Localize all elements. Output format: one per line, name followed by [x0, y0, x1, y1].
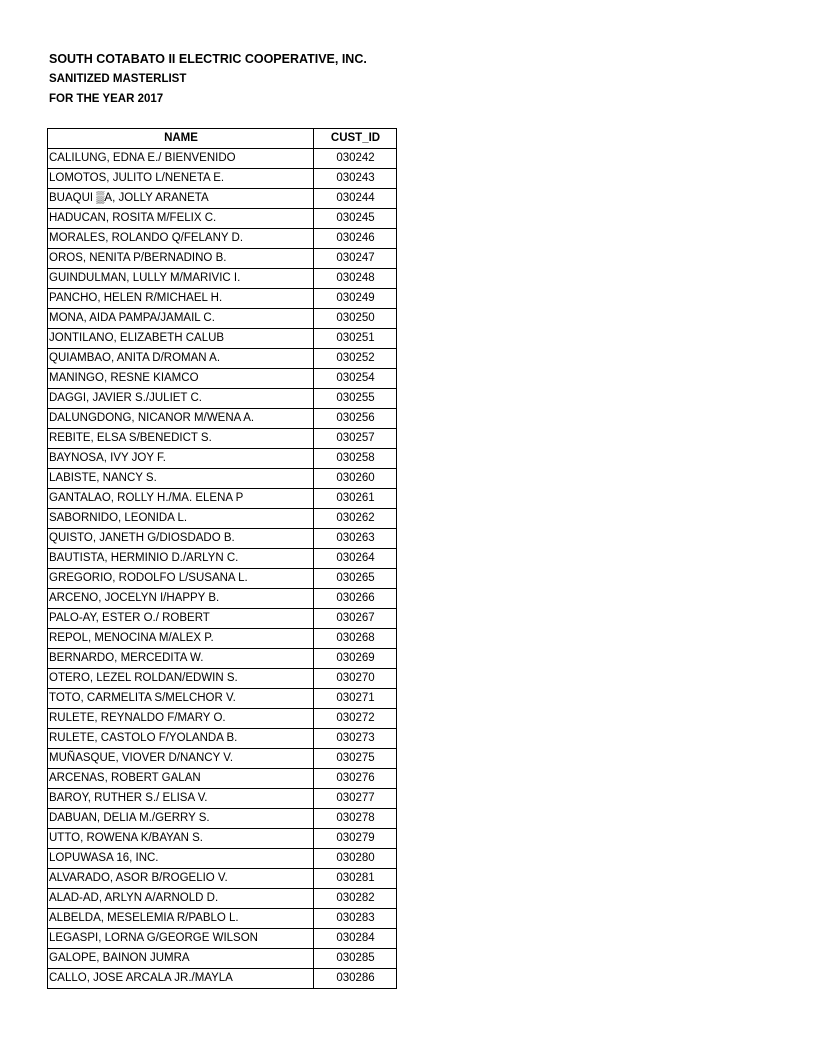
- customer-id-cell: 030244: [314, 189, 397, 209]
- customer-id-cell: 030242: [314, 149, 397, 169]
- table-row: [48, 309, 397, 329]
- customer-name-cell: ARCENAS, ROBERT GALAN: [48, 769, 314, 789]
- customer-id-cell: 030249: [314, 289, 397, 309]
- customer-name-cell: GALOPE, BAINON JUMRA: [48, 949, 314, 969]
- customer-name-cell: ALBELDA, MESELEMIA R/PABLO L.: [48, 909, 314, 929]
- customer-id-cell: 030267: [314, 609, 397, 629]
- table-row: [48, 369, 397, 389]
- table-row: [48, 869, 397, 889]
- customer-name-cell: DABUAN, DELIA M./GERRY S.: [48, 809, 314, 829]
- customer-id-cell: 030260: [314, 469, 397, 489]
- customer-id-cell: 030284: [314, 929, 397, 949]
- customer-name-cell: GREGORIO, RODOLFO L/SUSANA L.: [48, 569, 314, 589]
- masterlist-table: [47, 128, 397, 989]
- customer-name-cell: LEGASPI, LORNA G/GEORGE WILSON: [48, 929, 314, 949]
- customer-name-cell: TOTO, CARMELITA S/MELCHOR V.: [48, 689, 314, 709]
- customer-id-cell: 030245: [314, 209, 397, 229]
- table-row: [48, 929, 397, 949]
- customer-name-cell: LOMOTOS, JULITO L/NENETA E.: [48, 169, 314, 189]
- customer-name-cell: GUINDULMAN, LULLY M/MARIVIC I.: [48, 269, 314, 289]
- customer-id-cell: 030276: [314, 769, 397, 789]
- customer-name-cell: QUISTO, JANETH G/DIOSDADO B.: [48, 529, 314, 549]
- table-row: [48, 389, 397, 409]
- table-row: [48, 829, 397, 849]
- customer-name-cell: BERNARDO, MERCEDITA W.: [48, 649, 314, 669]
- customer-id-cell: 030281: [314, 869, 397, 889]
- customer-name-cell: ARCENO, JOCELYN I/HAPPY B.: [48, 589, 314, 609]
- customer-name-cell: BAUTISTA, HERMINIO D./ARLYN C.: [48, 549, 314, 569]
- table-row: [48, 889, 397, 909]
- customer-id-cell: 030277: [314, 789, 397, 809]
- customer-name-cell: ALVARADO, ASOR B/ROGELIO V.: [48, 869, 314, 889]
- customer-id-cell: 030246: [314, 229, 397, 249]
- customer-name-cell: HADUCAN, ROSITA M/FELIX C.: [48, 209, 314, 229]
- table-row: [48, 549, 397, 569]
- document-subtitle: SANITIZED MASTERLIST: [49, 73, 187, 85]
- customer-name-cell: BUAQUI ▒A, JOLLY ARANETA: [48, 189, 314, 209]
- table-row: [48, 169, 397, 189]
- customer-id-cell: 030255: [314, 389, 397, 409]
- customer-id-cell: 030261: [314, 489, 397, 509]
- table-row: [48, 749, 397, 769]
- table-row: [48, 589, 397, 609]
- customer-id-cell: 030265: [314, 569, 397, 589]
- customer-id-cell: 030283: [314, 909, 397, 929]
- customer-id-cell: 030256: [314, 409, 397, 429]
- customer-id-cell: 030250: [314, 309, 397, 329]
- table-row: [48, 249, 397, 269]
- customer-name-cell: DAGGI, JAVIER S./JULIET C.: [48, 389, 314, 409]
- customer-id-cell: 030243: [314, 169, 397, 189]
- customer-name-cell: ALAD-AD, ARLYN A/ARNOLD D.: [48, 889, 314, 909]
- customer-id-cell: 030279: [314, 829, 397, 849]
- customer-id-cell: 030263: [314, 529, 397, 549]
- customer-id-cell: 030258: [314, 449, 397, 469]
- table-row: [48, 629, 397, 649]
- customer-id-cell: 030271: [314, 689, 397, 709]
- customer-id-cell: 030248: [314, 269, 397, 289]
- table-row: [48, 729, 397, 749]
- customer-name-cell: GANTALAO, ROLLY H./MA. ELENA P: [48, 489, 314, 509]
- table-row: [48, 409, 397, 429]
- customer-name-cell: REBITE, ELSA S/BENEDICT S.: [48, 429, 314, 449]
- customer-id-cell: 030262: [314, 509, 397, 529]
- table-row: [48, 229, 397, 249]
- table-row: [48, 969, 397, 989]
- customer-name-cell: MUÑASQUE, VIOVER D/NANCY V.: [48, 749, 314, 769]
- customer-id-cell: 030247: [314, 249, 397, 269]
- customer-name-cell: SABORNIDO, LEONIDA L.: [48, 509, 314, 529]
- customer-name-cell: CALILUNG, EDNA E./ BIENVENIDO: [48, 149, 314, 169]
- table-row: [48, 709, 397, 729]
- table-row: [48, 809, 397, 829]
- customer-id-cell: 030257: [314, 429, 397, 449]
- table-row: [48, 349, 397, 369]
- customer-id-cell: 030252: [314, 349, 397, 369]
- customer-name-cell: RULETE, CASTOLO F/YOLANDA B.: [48, 729, 314, 749]
- customer-name-cell: OTERO, LEZEL ROLDAN/EDWIN S.: [48, 669, 314, 689]
- table-row: [48, 649, 397, 669]
- customer-name-cell: UTTO, ROWENA K/BAYAN S.: [48, 829, 314, 849]
- customer-id-cell: 030270: [314, 669, 397, 689]
- table-row: [48, 469, 397, 489]
- table-row: [48, 509, 397, 529]
- customer-name-cell: PALO-AY, ESTER O./ ROBERT: [48, 609, 314, 629]
- customer-id-cell: 030264: [314, 549, 397, 569]
- customer-name-cell: LABISTE, NANCY S.: [48, 469, 314, 489]
- document-period: FOR THE YEAR 2017: [49, 93, 164, 105]
- customer-name-cell: REPOL, MENOCINA M/ALEX P.: [48, 629, 314, 649]
- customer-id-cell: 030282: [314, 889, 397, 909]
- table-row: [48, 609, 397, 629]
- customer-id-cell: 030273: [314, 729, 397, 749]
- table-row: [48, 149, 397, 169]
- table-row: [48, 909, 397, 929]
- customer-id-cell: 030268: [314, 629, 397, 649]
- customer-name-cell: QUIAMBAO, ANITA D/ROMAN A.: [48, 349, 314, 369]
- customer-id-cell: 030269: [314, 649, 397, 669]
- table-row: [48, 429, 397, 449]
- customer-id-cell: 030286: [314, 969, 397, 989]
- customer-id-cell: 030251: [314, 329, 397, 349]
- table-row: [48, 849, 397, 869]
- customer-name-cell: LOPUWASA 16, INC.: [48, 849, 314, 869]
- customer-name-cell: MORALES, ROLANDO Q/FELANY D.: [48, 229, 314, 249]
- document-header: [49, 50, 367, 110]
- table-row: [48, 329, 397, 349]
- table-row: [48, 529, 397, 549]
- customer-name-cell: BAROY, RUTHER S./ ELISA V.: [48, 789, 314, 809]
- table-row: [48, 689, 397, 709]
- table-row: [48, 289, 397, 309]
- customer-id-cell: 030272: [314, 709, 397, 729]
- customer-name-cell: MANINGO, RESNE KIAMCO: [48, 369, 314, 389]
- customer-id-cell: 030275: [314, 749, 397, 769]
- column-header-cust-id: CUST_ID: [314, 129, 397, 149]
- customer-name-cell: JONTILANO, ELIZABETH CALUB: [48, 329, 314, 349]
- customer-name-cell: MONA, AIDA PAMPA/JAMAIL C.: [48, 309, 314, 329]
- customer-id-cell: 030266: [314, 589, 397, 609]
- table-row: [48, 669, 397, 689]
- document-title: SOUTH COTABATO II ELECTRIC COOPERATIVE, INC.: [49, 52, 367, 66]
- table-row: [48, 449, 397, 469]
- table-row: [48, 489, 397, 509]
- customer-id-cell: 030254: [314, 369, 397, 389]
- column-header-name: NAME: [48, 129, 314, 149]
- table-body: [48, 149, 397, 989]
- table-row: [48, 269, 397, 289]
- table-row: [48, 569, 397, 589]
- table-row: [48, 189, 397, 209]
- table-row: [48, 769, 397, 789]
- customer-name-cell: CALLO, JOSE ARCALA JR./MAYLA: [48, 969, 314, 989]
- customer-name-cell: DALUNGDONG, NICANOR M/WENA A.: [48, 409, 314, 429]
- customer-id-cell: 030280: [314, 849, 397, 869]
- customer-id-cell: 030285: [314, 949, 397, 969]
- customer-id-cell: 030278: [314, 809, 397, 829]
- customer-name-cell: BAYNOSA, IVY JOY F.: [48, 449, 314, 469]
- table-header-row: [48, 129, 397, 149]
- table-row: [48, 949, 397, 969]
- customer-name-cell: OROS, NENITA P/BERNADINO B.: [48, 249, 314, 269]
- table-row: [48, 209, 397, 229]
- customer-name-cell: PANCHO, HELEN R/MICHAEL H.: [48, 289, 314, 309]
- table-row: [48, 789, 397, 809]
- customer-name-cell: RULETE, REYNALDO F/MARY O.: [48, 709, 314, 729]
